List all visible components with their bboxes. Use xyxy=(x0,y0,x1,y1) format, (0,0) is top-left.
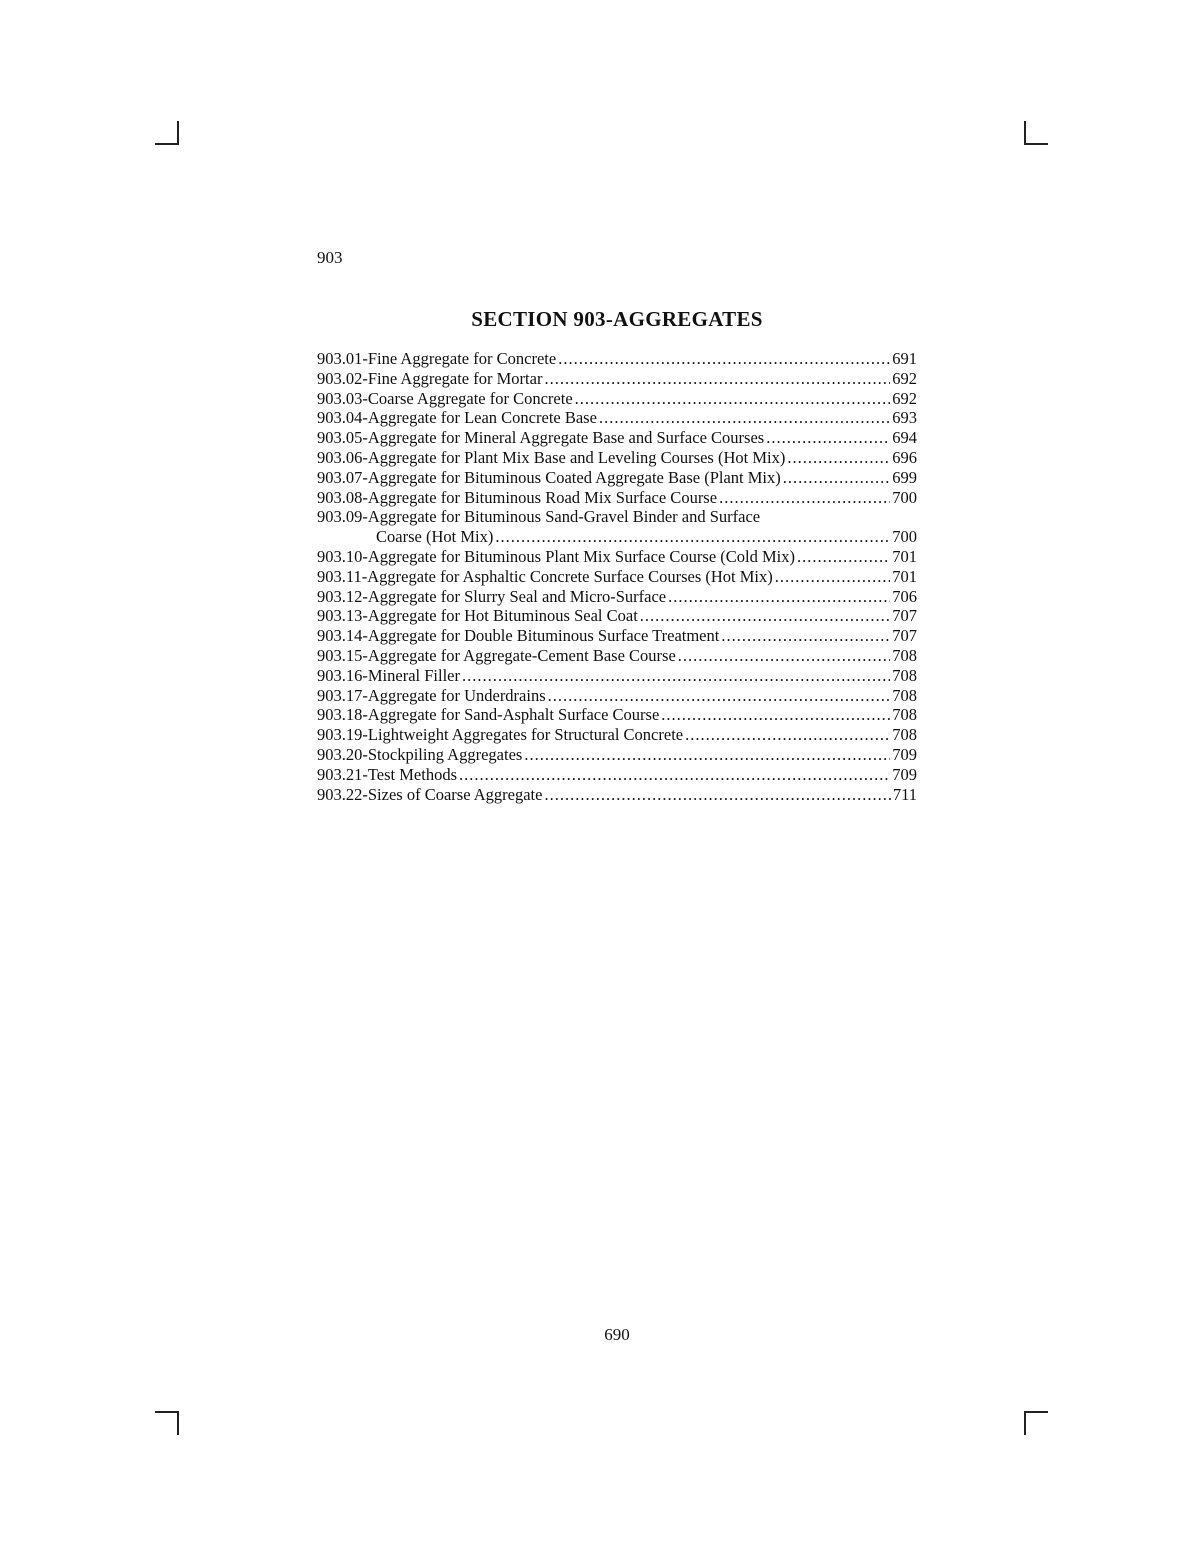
toc-entry[interactable] xyxy=(317,349,917,369)
dot-leader xyxy=(548,686,891,706)
toc-entry[interactable] xyxy=(317,705,917,725)
toc-entry-label: 903.09-Aggregate for Bituminous Sand-Gravel Binder and Surface xyxy=(317,507,761,527)
dot-leader xyxy=(797,547,890,567)
toc-entry-page: 701 xyxy=(892,546,917,566)
dot-leader xyxy=(575,389,891,409)
toc-entry-label: 903.15-Aggregate for Aggregate-Cement Base Course xyxy=(317,645,676,665)
crop-mark-top-left xyxy=(155,121,179,145)
toc-entry[interactable] xyxy=(317,606,917,626)
toc-entry-label: 903.08-Aggregate for Bituminous Road Mix Surface Course xyxy=(317,487,718,507)
page-number: 690 xyxy=(604,1325,630,1344)
toc-entry-label: 903.16-Mineral Filler xyxy=(317,665,460,685)
toc-entry-label: 903.07-Aggregate for Bituminous Coated Aggregate Base (Plant Mix) xyxy=(317,467,781,487)
table-of-contents xyxy=(317,349,917,804)
dot-leader xyxy=(599,408,890,428)
dot-leader xyxy=(783,468,891,488)
toc-entry[interactable] xyxy=(317,626,917,646)
dot-leader xyxy=(544,369,890,389)
dot-leader xyxy=(495,527,890,547)
toc-entry-page: 706 xyxy=(892,586,917,606)
toc-entry[interactable] xyxy=(317,765,917,785)
dot-leader xyxy=(721,626,890,646)
dot-leader xyxy=(668,587,890,607)
dot-leader xyxy=(558,349,890,369)
toc-entry-page: 709 xyxy=(892,744,917,764)
dot-leader xyxy=(524,745,890,765)
toc-entry[interactable] xyxy=(317,646,917,666)
toc-entry[interactable] xyxy=(317,448,917,468)
toc-entry-label: 903.06-Aggregate for Plant Mix Base and Leveling Courses (Hot Mix) xyxy=(317,447,786,467)
toc-entry-page: 708 xyxy=(892,705,917,725)
toc-entry-label: 903.01-Fine Aggregate for Concrete xyxy=(317,349,557,368)
toc-entry[interactable] xyxy=(317,428,917,448)
toc-entry-label: 903.21-Test Methods xyxy=(317,764,458,784)
dot-leader xyxy=(787,448,890,468)
dot-leader xyxy=(661,705,890,725)
toc-entry-page: 701 xyxy=(892,566,917,586)
toc-entry-label: 903.17-Aggregate for Underdrains xyxy=(317,685,546,705)
toc-entry-continuation[interactable] xyxy=(317,527,917,547)
toc-entry-page: 708 xyxy=(892,725,917,745)
toc-entry[interactable] xyxy=(317,785,917,805)
running-head: 903 xyxy=(317,248,343,267)
toc-entry-label: 903.03-Coarse Aggregate for Concrete xyxy=(317,388,573,408)
dot-leader xyxy=(775,567,890,587)
toc-entry[interactable] xyxy=(317,686,917,706)
section-title: SECTION 903-AGGREGATES xyxy=(471,307,763,331)
crop-mark-bottom-left xyxy=(155,1411,179,1435)
toc-entry-page: 707 xyxy=(892,606,917,626)
toc-entry-page: 700 xyxy=(892,527,917,547)
toc-entry-label: 903.04-Aggregate for Lean Concrete Base xyxy=(317,408,597,428)
toc-entry-label: 903.20-Stockpiling Aggregates xyxy=(317,744,523,764)
toc-entry-label: 903.05-Aggregate for Mineral Aggregate Base and Surface Courses xyxy=(317,428,765,448)
toc-entry[interactable] xyxy=(317,567,917,587)
toc-entry[interactable] xyxy=(317,389,917,409)
toc-entry[interactable] xyxy=(317,507,917,527)
toc-entry-label: 903.22-Sizes of Coarse Aggregate xyxy=(317,784,543,804)
toc-entry-label: 903.02-Fine Aggregate for Mortar xyxy=(317,368,543,388)
dot-leader xyxy=(544,785,890,805)
toc-entry-page: 692 xyxy=(892,368,917,388)
dot-leader xyxy=(678,646,890,666)
toc-entry-label: 903.10-Aggregate for Bituminous Plant Mix Surface Course (Cold Mix) xyxy=(317,546,795,566)
dot-leader xyxy=(719,488,890,508)
dot-leader xyxy=(685,725,890,745)
toc-entry-label: 903.14-Aggregate for Double Bituminous Surface Treatment xyxy=(317,626,720,646)
toc-entry-label: 903.11-Aggregate for Asphaltic Concrete Surface Courses (Hot Mix) xyxy=(317,566,773,586)
dot-leader xyxy=(459,765,890,785)
toc-entry-label-continuation: Coarse (Hot Mix) xyxy=(376,527,494,547)
toc-entry-label: 903.19-Lightweight Aggregates for Structural Concrete xyxy=(317,725,684,745)
crop-mark-top-right xyxy=(1024,121,1048,145)
toc-entry[interactable] xyxy=(317,587,917,607)
toc-entry-page: 711 xyxy=(892,784,917,804)
toc-entry[interactable] xyxy=(317,408,917,428)
toc-entry[interactable] xyxy=(317,547,917,567)
toc-entry[interactable] xyxy=(317,369,917,389)
crop-mark-bottom-right xyxy=(1024,1411,1048,1435)
toc-entry[interactable] xyxy=(317,745,917,765)
toc-entry[interactable] xyxy=(317,488,917,508)
toc-entry-page: 709 xyxy=(892,764,917,784)
dot-leader xyxy=(766,428,890,448)
toc-entry-page: 691 xyxy=(892,349,917,368)
toc-entry-page: 708 xyxy=(892,685,917,705)
toc-entry-page: 694 xyxy=(892,428,917,448)
toc-entry-label: 903.12-Aggregate for Slurry Seal and Micro-Surface xyxy=(317,586,667,606)
dot-leader xyxy=(462,666,890,686)
dot-leader xyxy=(640,606,890,626)
toc-entry-page: 707 xyxy=(892,626,917,646)
toc-entry[interactable] xyxy=(317,666,917,686)
toc-entry-label: 903.18-Aggregate for Sand-Asphalt Surface Course xyxy=(317,705,660,725)
toc-entry-page: 700 xyxy=(892,487,917,507)
toc-entry[interactable] xyxy=(317,468,917,488)
toc-entry-page: 708 xyxy=(892,645,917,665)
toc-entry-page: 693 xyxy=(892,408,917,428)
toc-entry-page: 699 xyxy=(892,467,917,487)
toc-entry-label: 903.13-Aggregate for Hot Bituminous Seal Coat xyxy=(317,606,638,626)
toc-entry-page: 708 xyxy=(892,665,917,685)
toc-entry-page: 696 xyxy=(892,447,917,467)
toc-entry[interactable] xyxy=(317,725,917,745)
toc-entry-page: 692 xyxy=(892,388,917,408)
